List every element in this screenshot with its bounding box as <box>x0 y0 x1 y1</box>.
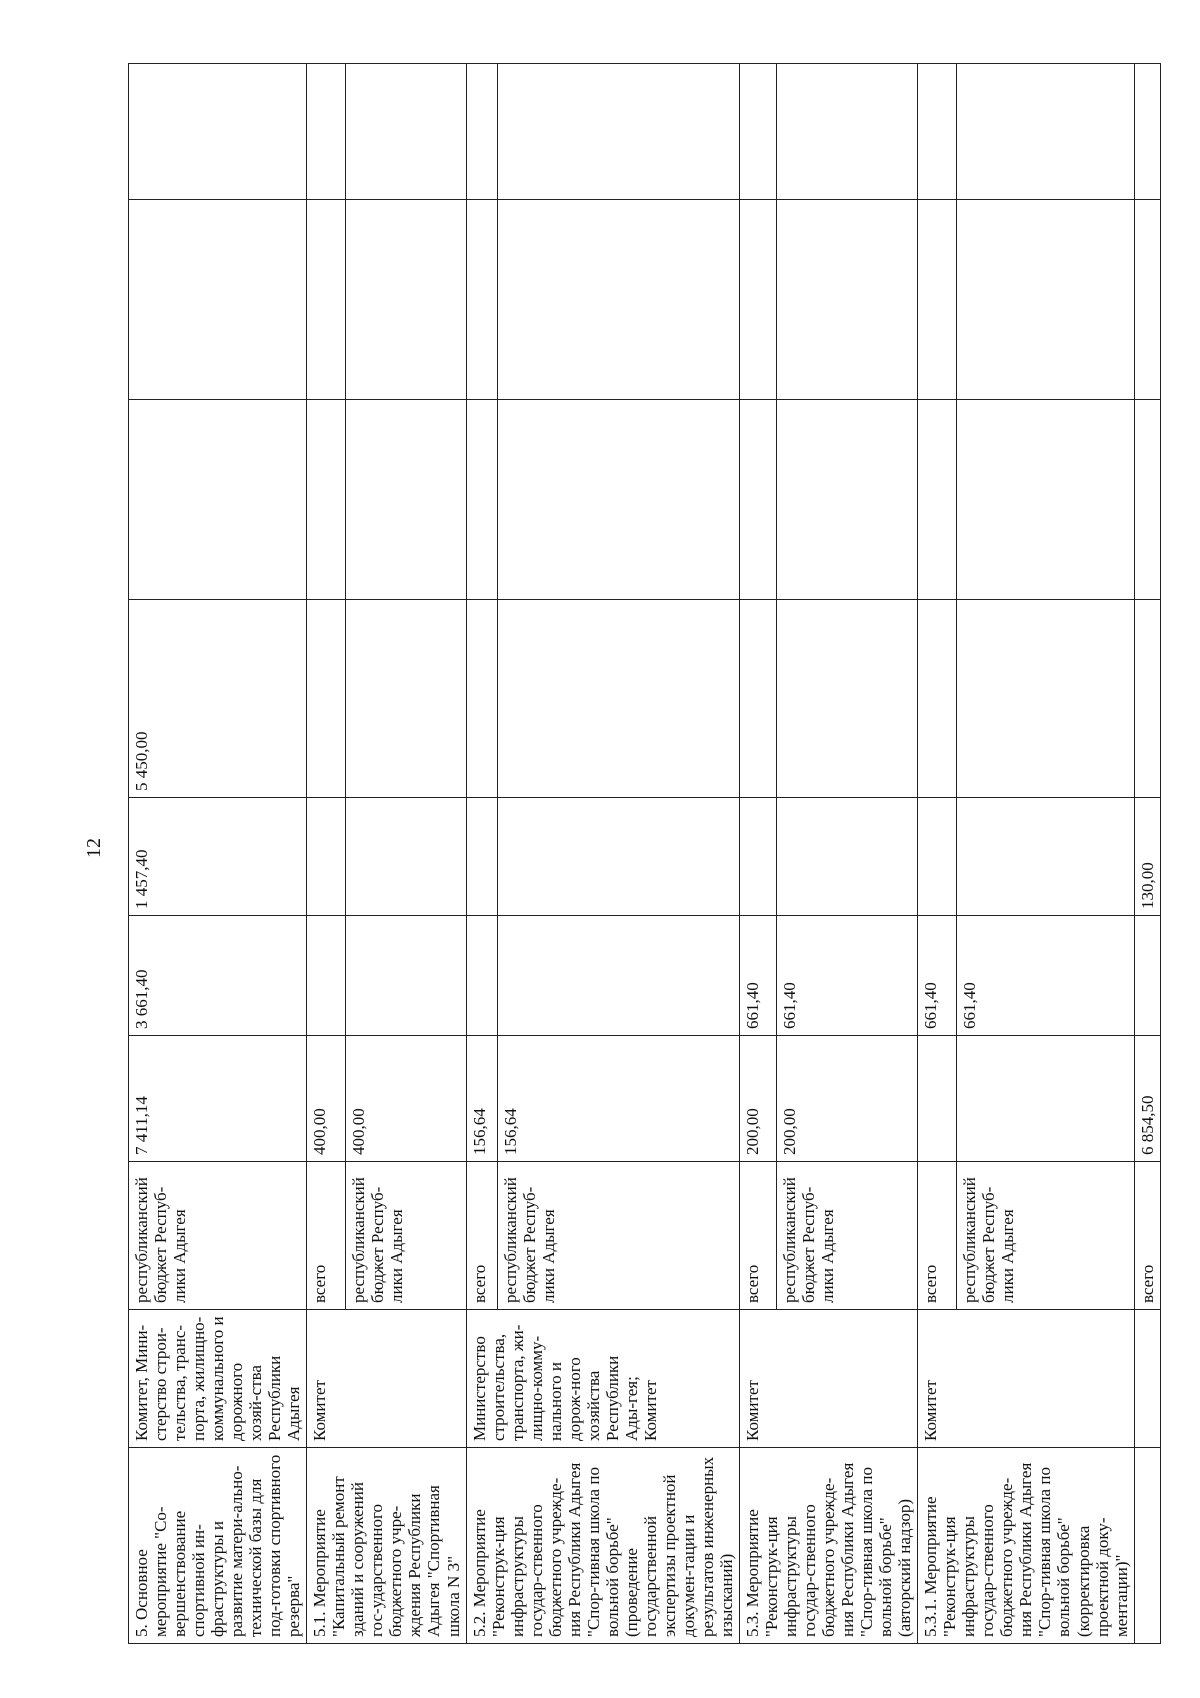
value-cell: 5 450,00 <box>129 600 307 798</box>
value-cell <box>497 64 739 200</box>
event-name-cell: 5.3. Мероприятие "Реконструк-ция инфраструктуры государ-ственного бюджетного учрежде-ния Республики Адыгея "Спор-тивная школа по вольной борьбе" (авторский надзор) <box>739 1448 917 1644</box>
value-cell <box>739 798 776 916</box>
table-row <box>129 64 307 1644</box>
value-cell <box>346 400 467 600</box>
value-cell: 7 411,14 <box>129 1036 307 1162</box>
value-cell <box>466 200 497 400</box>
value-cell <box>497 200 739 400</box>
value-cell <box>739 200 776 400</box>
value-cell <box>307 600 346 798</box>
value-cell <box>497 916 739 1036</box>
value-cell: 661,40 <box>777 916 918 1036</box>
page-number: 12 <box>83 838 105 858</box>
total-label-cell: всего <box>466 1162 497 1310</box>
value-cell <box>918 400 957 600</box>
value-cell <box>129 400 307 600</box>
value-cell <box>466 64 497 200</box>
value-cell <box>957 1036 1135 1162</box>
value-cell <box>777 798 918 916</box>
value-cell <box>346 798 467 916</box>
value-cell <box>466 916 497 1036</box>
executor-cell: Комитет <box>918 1310 1134 1448</box>
value-cell <box>957 600 1135 798</box>
value-cell <box>739 400 776 600</box>
value-cell <box>918 64 957 200</box>
value-cell <box>957 798 1135 916</box>
funding-source-cell: республиканский бюджет Респуб-лики Адыгея <box>497 1162 739 1310</box>
table-row <box>739 64 776 1644</box>
value-cell: 130,00 <box>1134 798 1160 916</box>
event-name-cell: 5.2. Мероприятие "Реконструк-ция инфраструктуры государ-ственного бюджетного учрежде-ния Республики Адыгея "Спор-тивная школа по вольной борьбе" (проведение государственной экспертизы проектной докумен-тации и результатов инженерных изысканий) <box>466 1448 739 1644</box>
value-cell <box>1134 200 1160 400</box>
event-name-cell: 5.1. Мероприятие "Капитальный ремонт зданий и сооружений гос-ударственного бюджетного учре-ждения Республики Адыгея "Спортивная школа N 3" <box>307 1448 466 1644</box>
value-cell <box>1134 916 1160 1036</box>
executor-cell: Министерство строительства, транспорта, жи-лищно-комму-нального и дорож-ного хозяйства Республики Ады-гея; Комитет <box>466 1310 739 1448</box>
value-cell <box>777 600 918 798</box>
funding-source-cell: республиканский бюджет Респуб-лики Адыгея <box>346 1162 467 1310</box>
table-row <box>918 64 957 1644</box>
value-cell <box>918 600 957 798</box>
executor-cell: Комитет, Мини-стерство строи-тельства, транс-порта, жилищно-коммунального и дорожного хозяй-ства Республики Адыгея <box>129 1310 307 1448</box>
value-cell <box>466 400 497 600</box>
value-cell <box>957 64 1135 200</box>
value-cell <box>1134 600 1160 798</box>
value-cell <box>918 200 957 400</box>
table-row <box>307 64 346 1644</box>
total-label-cell: всего <box>918 1162 957 1310</box>
value-cell: 661,40 <box>918 916 957 1036</box>
value-cell <box>739 600 776 798</box>
value-cell <box>307 400 346 600</box>
value-cell <box>497 798 739 916</box>
value-cell <box>346 916 467 1036</box>
value-cell <box>346 64 467 200</box>
value-cell <box>497 600 739 798</box>
value-cell: 6 854,50 <box>1134 1036 1160 1162</box>
value-cell: 156,64 <box>466 1036 497 1162</box>
value-cell <box>918 1036 957 1162</box>
table-row <box>466 64 497 1644</box>
value-cell: 1 457,40 <box>129 798 307 916</box>
value-cell <box>918 798 957 916</box>
executor-cell <box>1134 1310 1160 1448</box>
value-cell <box>466 600 497 798</box>
value-cell <box>777 400 918 600</box>
total-label-cell: всего <box>1134 1162 1160 1310</box>
value-cell <box>739 64 776 200</box>
executor-cell: Комитет <box>739 1310 917 1448</box>
funding-source-cell: республиканский бюджет Респуб-лики Адыгея <box>777 1162 918 1310</box>
value-cell <box>129 64 307 200</box>
value-cell <box>777 200 918 400</box>
value-cell: 200,00 <box>739 1036 776 1162</box>
value-cell <box>346 600 467 798</box>
value-cell <box>466 798 497 916</box>
value-cell <box>497 400 739 600</box>
value-cell <box>1134 400 1160 600</box>
value-cell <box>307 916 346 1036</box>
executor-cell: Комитет <box>307 1310 466 1448</box>
value-cell: 400,00 <box>346 1036 467 1162</box>
event-name-cell <box>1134 1448 1160 1644</box>
event-name-cell: 5. Основное мероприятие "Со-вершенствование спортивной ин-фраструктуры и развитие матери-ально-технической базы для под-готовки спортивного резерва" <box>129 1448 307 1644</box>
value-cell <box>307 64 346 200</box>
total-label-cell: всего <box>739 1162 776 1310</box>
value-cell: 661,40 <box>739 916 776 1036</box>
value-cell: 156,64 <box>497 1036 739 1162</box>
value-cell <box>307 200 346 400</box>
value-cell: 3 661,40 <box>129 916 307 1036</box>
budget-table-frame <box>128 64 1157 1644</box>
value-cell <box>957 200 1135 400</box>
budget-table <box>128 63 1161 1644</box>
funding-source-cell: республиканский бюджет Респуб-лики Адыгея <box>957 1162 1135 1310</box>
event-name-cell: 5.3.1. Мероприятие "Реконструк-ция инфраструктуры государ-ственного бюджетного учрежде-ния Республики Адыгея "Спор-тивная школа по вольной борьбе" (корректировка проектной доку-ментации)" <box>918 1448 1134 1644</box>
value-cell: 661,40 <box>957 916 1135 1036</box>
value-cell <box>1134 64 1160 200</box>
value-cell: 200,00 <box>777 1036 918 1162</box>
funding-source-cell: республиканский бюджет Респуб-лики Адыгея <box>129 1162 307 1310</box>
value-cell <box>307 798 346 916</box>
total-label-cell: всего <box>307 1162 346 1310</box>
value-cell <box>777 64 918 200</box>
value-cell: 400,00 <box>307 1036 346 1162</box>
value-cell <box>346 200 467 400</box>
value-cell <box>957 400 1135 600</box>
table-row <box>1134 64 1160 1644</box>
value-cell <box>129 200 307 400</box>
